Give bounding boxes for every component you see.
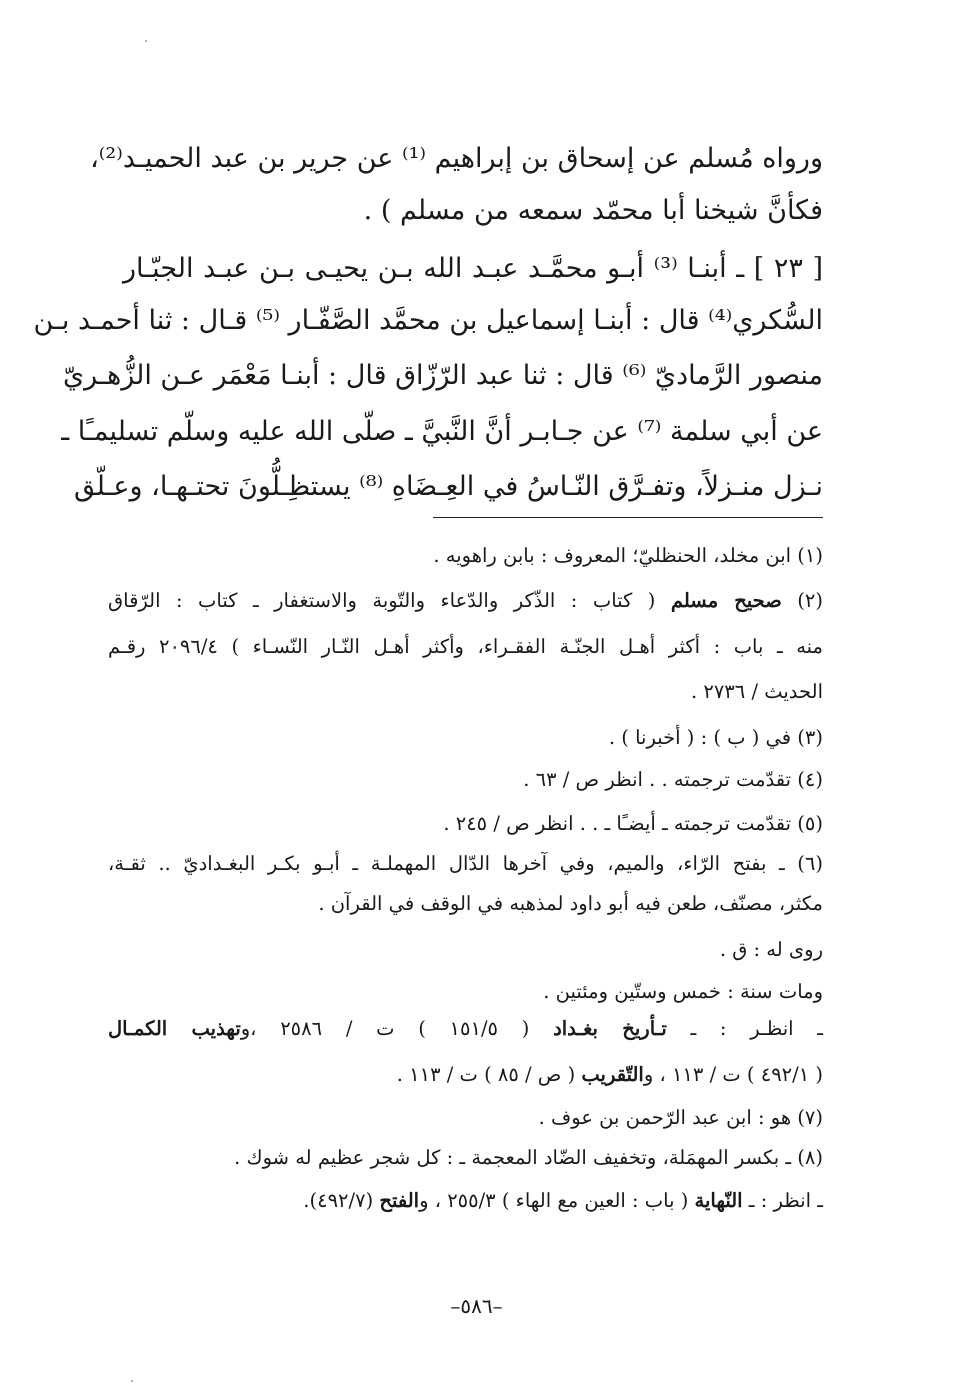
main-text-line: نـزل منـزلاً، وتفـرَّق النّـاسُ في العِـضَاهِ ⁽⁸⁾ يستظِـلُّونَ تحتـهـا، وعـلّق <box>74 471 823 502</box>
footnote-text: ( ص / ٨٥ ) ت / ١١٣ . <box>396 1063 582 1086</box>
footnote-line: الحديث / ٢٧٣٦ . <box>690 680 823 703</box>
main-text-line: فكأنَّ شيخنا أبا محمّد سمعه من مسلم ) . <box>363 195 823 226</box>
footnote-line: (٦) ـ بفتح الرّاء، والميم، وفي آخرها الدّال المهملـة ـ أبـو بكـر البغـداديّ .. ثقـة، <box>108 852 823 875</box>
source-title: النّهاية <box>694 1189 743 1212</box>
main-text-line: ورواه مُسلم عن إسحاق بن إبراهيم ⁽¹⁾ عن جرير بن عبد الحميـد⁽²⁾، <box>90 143 823 174</box>
source-title: التّقريب <box>581 1063 644 1086</box>
main-text-line: السُّكري⁽⁴⁾ قال : أبنـا إسماعيل بن محمَّد الصَّفّـار ⁽⁵⁾ قـال : ثنا أحمـد بـن <box>33 305 823 336</box>
footnote-text: ( ١٥١/٥ ) ت / ٢٥٨٦ ،و <box>240 1017 554 1040</box>
main-text-line: عن أبي سلمة ⁽⁷⁾ عن جـابـر أنَّ النَّبيَّ ـ صلّى الله عليه وسلّم تسليمـًا ـ <box>61 416 823 447</box>
footnote-text: (٢) <box>781 589 823 612</box>
footnote-line <box>108 1011 823 1047</box>
footnote-line: (٣) في ( ب ) : ( أخبرنا ) . <box>608 726 823 749</box>
footnote-line: ومات سنة : خمس وستّين ومئتين . <box>543 980 823 1003</box>
scan-speck <box>131 1380 133 1382</box>
footnote-line <box>108 1057 823 1093</box>
footnote-text: ( كتاب : الذّكر والدّعاء والتّوبة والاستغفار ـ كتاب : الرّقاق <box>108 589 671 612</box>
footnote-line: (٤) تقدّمت ترجمته . . انظر ص / ٦٣ . <box>523 768 823 791</box>
footnote-line <box>108 1183 823 1219</box>
footnote-line: (٥) تقدّمت ترجمته ـ أيضـًا ـ . . انظر ص / ٢٤٥ . <box>443 812 823 835</box>
footnote-line: مكثر، مصنّف، طعن فيه أبو داود لمذهبه في الوقف في القرآن . <box>318 892 823 915</box>
source-title: صحيح مسلم <box>670 589 782 612</box>
footnote-text: ( باب : العين مع الهاء ) ٢٥٥/٣ ، و <box>419 1189 695 1212</box>
source-title: تـأريخ بغـداد <box>553 1017 667 1040</box>
scan-speck <box>145 40 147 42</box>
source-title: تهذيب الكمـال <box>108 1017 241 1040</box>
footnote-text: ـ انظـر : ـ <box>666 1017 823 1040</box>
source-title: الفتح <box>379 1189 420 1212</box>
footnote-line <box>108 583 823 619</box>
footnote-line: (٧) هو : ابن عبد الرّحمن بن عوف . <box>538 1106 823 1129</box>
footnote-text: ( ٤٩٢/١ ) ت / ١١٣ ، و <box>643 1063 823 1086</box>
footnote-text: ـ انظر : ـ <box>742 1189 823 1212</box>
footnote-line: (٨) ـ بكسر المهمَلة، وتخفيف الضّاد المعجمة ـ : كل شجر عظيم له شوك . <box>234 1146 823 1169</box>
footnote-line: (١) ابن مخلد، الحنظليّ؛ المعروف : بابن راهويه . <box>433 544 823 567</box>
page-number: –٥٨٦– <box>450 1294 503 1318</box>
footnote-line: منه ـ باب : أكثر أهـل الجنّـة الفقـراء، وأكثر أهـل النّـار النّسـاء ) ٢٠٩٦/٤ رقـم <box>108 635 823 658</box>
footnote-text: (٤٩٢/٧). <box>303 1189 380 1212</box>
footnote-line: روى له : ق . <box>719 938 823 961</box>
main-text-line: [ ٢٣ ] ـ أبنـا ⁽³⁾ أبـو محمَّـد عبـد الله بـن يحيـى بـن عبـد الجبّـار <box>123 253 823 284</box>
main-text-line: منصور الرَّماديّ ⁽⁶⁾ قال : ثنا عبد الرّزّاق قال : أبنـا مَعْمَر عـن الزُّهـريّ <box>63 360 823 391</box>
footnote-separator <box>433 517 823 518</box>
